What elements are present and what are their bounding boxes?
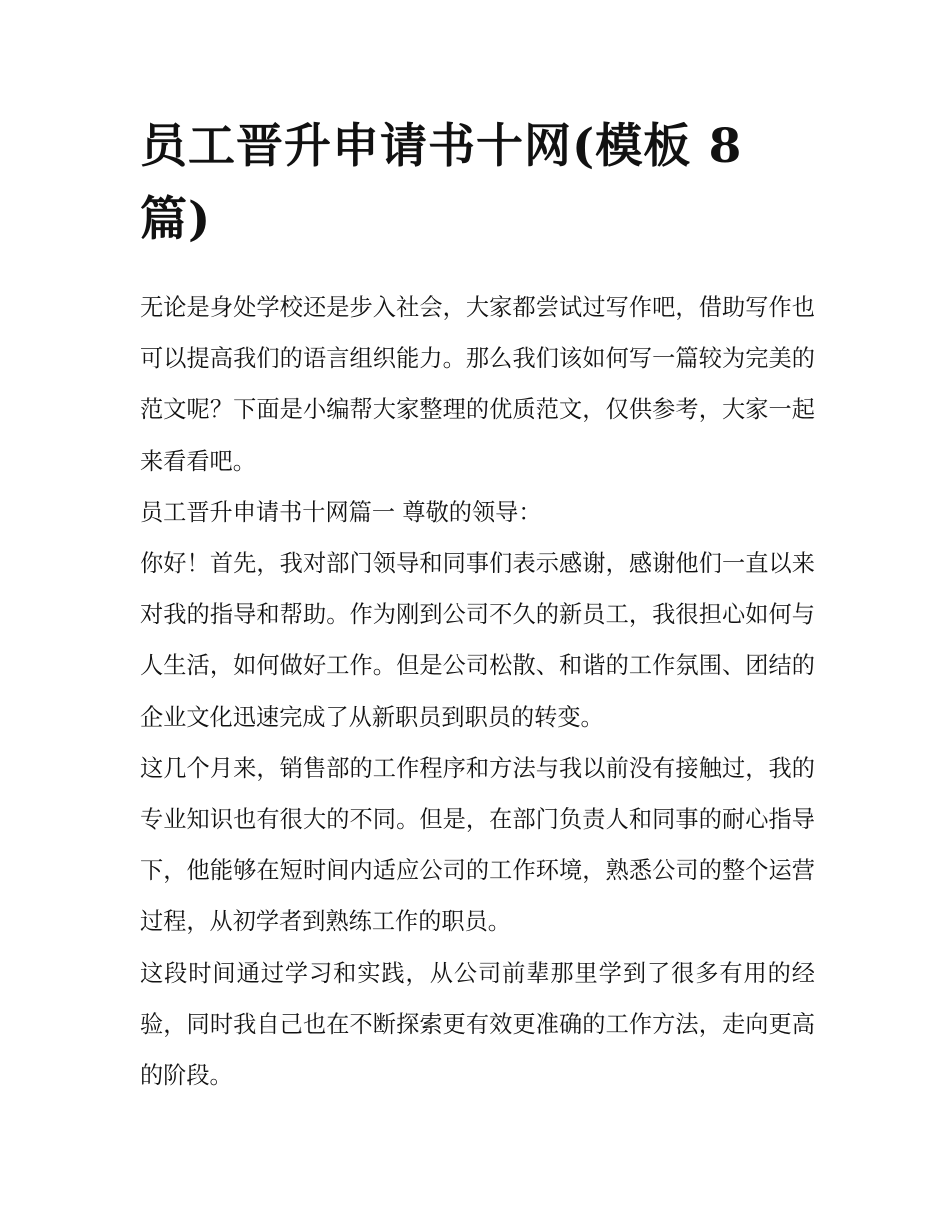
body-paragraph: 这几个月来，销售部的工作程序和方法与我以前没有接触过，我的专业知识也有很大的不同。但是，在部门负责人和同事的耐心指导下，他能够在短时间内适应公司的工作环境，熟悉公司的整个运营过程，从初学者到熟练工作的职员。	[140, 754, 815, 936]
body-paragraph: 这段时间通过学习和实践，从公司前辈那里学到了很多有用的经验，同时我自己也在不断探索更有效更准确的工作方法，走向更高的阶段。	[140, 959, 815, 1090]
body-paragraph: 你好！首先，我对部门领导和同事们表示感谢，感谢他们一直以来对我的指导和帮助。作为刚到公司不久的新员工，我很担心如何与人生活，如何做好工作。但是公司松散、和谐的工作氛围、团结的企业文化迅速完成了从新职员到职员的转变。	[140, 550, 815, 731]
intro-paragraph: 无论是身处学校还是步入社会，大家都尝试过写作吧，借助写作也可以提高我们的语言组织能力。那么我们该如何写一篇较为完美的范文呢？下面是小编帮大家整理的优质范文，仅供参考，大家一起来看看吧。	[140, 294, 815, 475]
document-title: 员工晋升申请书十网(模板 8 篇)	[140, 119, 743, 247]
section-heading-paragraph: 员工晋升申请书十网篇一 尊敬的领导：	[140, 498, 542, 526]
document-body	[140, 282, 815, 1101]
